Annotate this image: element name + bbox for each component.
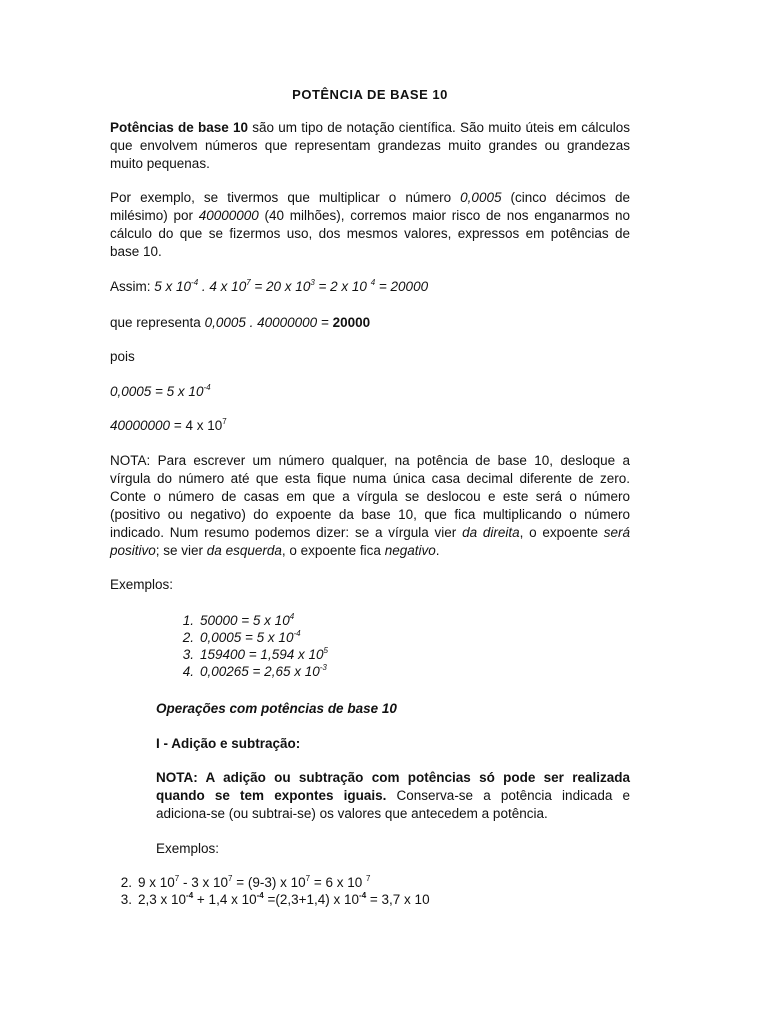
equation-40000000 xyxy=(110,417,630,435)
operations-title: Operações com potências de base 10 xyxy=(156,701,397,716)
list-item xyxy=(110,891,430,908)
example-text-a: Por exemplo, se tivermos que multiplicar o número xyxy=(110,190,461,205)
assim-exponent: 4 xyxy=(370,278,376,287)
list-number: 4. xyxy=(182,664,194,679)
list-term: =(2,3+1,4) x 10 xyxy=(263,892,360,907)
section-title: I - Adição e subtração: xyxy=(156,736,301,751)
nota-text: . xyxy=(435,543,440,558)
nota-emphasis: da esquerda xyxy=(206,543,282,558)
list-number: 3. xyxy=(120,892,132,907)
list-text: 0,0005 = 5 x 10 xyxy=(200,630,294,645)
nota-emphasis: negativo xyxy=(384,543,436,558)
assim-exponent: 7 xyxy=(246,278,251,287)
list-term: = 6 x 10 xyxy=(310,875,366,890)
list-exponent: -3 xyxy=(319,663,327,672)
nota-emphasis: da direita xyxy=(462,525,520,540)
examples-list xyxy=(172,612,328,680)
assim-term: 5 x 10 xyxy=(154,279,192,294)
nota-text: , o expoente xyxy=(519,525,604,540)
equation-exponent: -4 xyxy=(203,383,211,392)
list-exponent: -4 xyxy=(359,891,367,900)
assim-term: = 20 x 10 xyxy=(250,279,311,294)
intro-paragraph xyxy=(110,119,630,173)
nota-paragraph xyxy=(110,452,630,560)
list-item xyxy=(172,663,328,680)
equation-base: 0,0005 = 5 x 10 xyxy=(110,384,204,399)
equation-exponent: 7 xyxy=(222,417,227,426)
list-number: 1. xyxy=(182,613,194,628)
represents-result: 20000 xyxy=(332,315,371,330)
list-exponent: -4 xyxy=(186,891,194,900)
list-exponent: 5 xyxy=(323,646,328,655)
list-term: = (9-3) x 10 xyxy=(232,875,306,890)
list-number: 2. xyxy=(182,630,194,645)
represents-label: que representa xyxy=(110,315,205,330)
equation-lhs: 40000000 xyxy=(110,418,171,433)
list-exponent: 4 xyxy=(289,612,295,621)
assim-exponent: -4 xyxy=(191,278,199,287)
example-text-b: (cinco décimos de milésimo) por xyxy=(110,190,630,223)
nota-text: ; se vier xyxy=(155,543,207,558)
represents-line xyxy=(110,314,630,332)
intro-text: são um tipo de notação científica. São muito úteis em cálculos que envolvem números que representam grandezas muito grandes ou grandezas muito pequenas. xyxy=(110,120,630,171)
nota2-text: Conserva-se a potência indicada e adiciona-se (ou subtrai-se) os valores que antecedem a potência. xyxy=(156,788,630,821)
list-item xyxy=(172,646,328,663)
list-exponent: -4 xyxy=(256,891,264,900)
list-exponent: 7 xyxy=(174,874,180,883)
assim-exponent: 3 xyxy=(310,278,315,287)
list-term: 2,3 x 10 xyxy=(138,892,187,907)
examples2-label: Exemplos: xyxy=(156,841,220,856)
list-text: 159400 = 1,594 x 10 xyxy=(200,647,324,662)
list-exponent: -4 xyxy=(293,629,301,638)
list-term: + 1,4 x 10 xyxy=(193,892,257,907)
examples-label: Exemplos: xyxy=(110,577,174,592)
list-term: 9 x 10 xyxy=(138,875,175,890)
page-title: POTÊNCIA DE BASE 10 xyxy=(292,87,448,102)
assim-label: Assim: xyxy=(110,279,155,294)
equation-rhs: = 4 x 10 xyxy=(170,418,223,433)
list-item xyxy=(110,874,430,891)
assim-term: = 2 x 10 xyxy=(314,279,371,294)
list-exponent: 7 xyxy=(366,874,371,883)
list-number: 3. xyxy=(182,647,194,662)
list-exponent: 7 xyxy=(228,874,233,883)
list-number: 2. xyxy=(120,875,132,890)
example-number-2: 40000000 xyxy=(198,208,259,223)
examples2-list xyxy=(110,874,430,908)
pois-text: pois xyxy=(110,349,135,364)
example-number-1: 0,0005 xyxy=(460,190,502,205)
nota2-paragraph xyxy=(156,769,630,823)
list-term: = 3,7 x 10 xyxy=(366,892,430,907)
assim-equation xyxy=(110,278,630,296)
nota-emphasis: será positivo xyxy=(110,525,631,558)
nota-text: NOTA: Para escrever um número qualquer, na potência de base 10, desloque a vírgula do número até que esta fique numa única casa decimal diferente de zero. Conte o número de casas em que a vírgula se deslocou e este será o número (positivo ou negativo) do expoente da base 10, que fica multiplicando o número indicado. Num resumo podemos dizer: se a vírgula vier xyxy=(110,453,630,540)
example-paragraph xyxy=(110,189,630,261)
represents-expression: 0,0005 . 40000000 = xyxy=(204,315,333,330)
intro-term: Potências de base 10 xyxy=(110,120,249,135)
list-text: 0,00265 = 2,65 x 10 xyxy=(200,664,320,679)
assim-term: . 4 x 10 xyxy=(198,279,247,294)
list-exponent: 7 xyxy=(305,874,311,883)
equation-0-0005 xyxy=(110,383,630,401)
nota2-bold-text: NOTA: A adição ou subtração com potências só pode ser realizada quando se tem expontes iguais. xyxy=(156,770,630,803)
list-term: - 3 x 10 xyxy=(179,875,229,890)
nota-text: , o expoente fica xyxy=(281,543,385,558)
list-item xyxy=(172,629,328,646)
list-text: 50000 = 5 x 10 xyxy=(200,613,290,628)
list-item xyxy=(172,612,328,629)
example-text-c: (40 milhões), corremos maior risco de nos enganarmos no cálculo do que se fizermos uso, dos mesmos valores, expressos em potências de base 10. xyxy=(110,208,630,259)
assim-term: = 20000 xyxy=(375,279,429,294)
